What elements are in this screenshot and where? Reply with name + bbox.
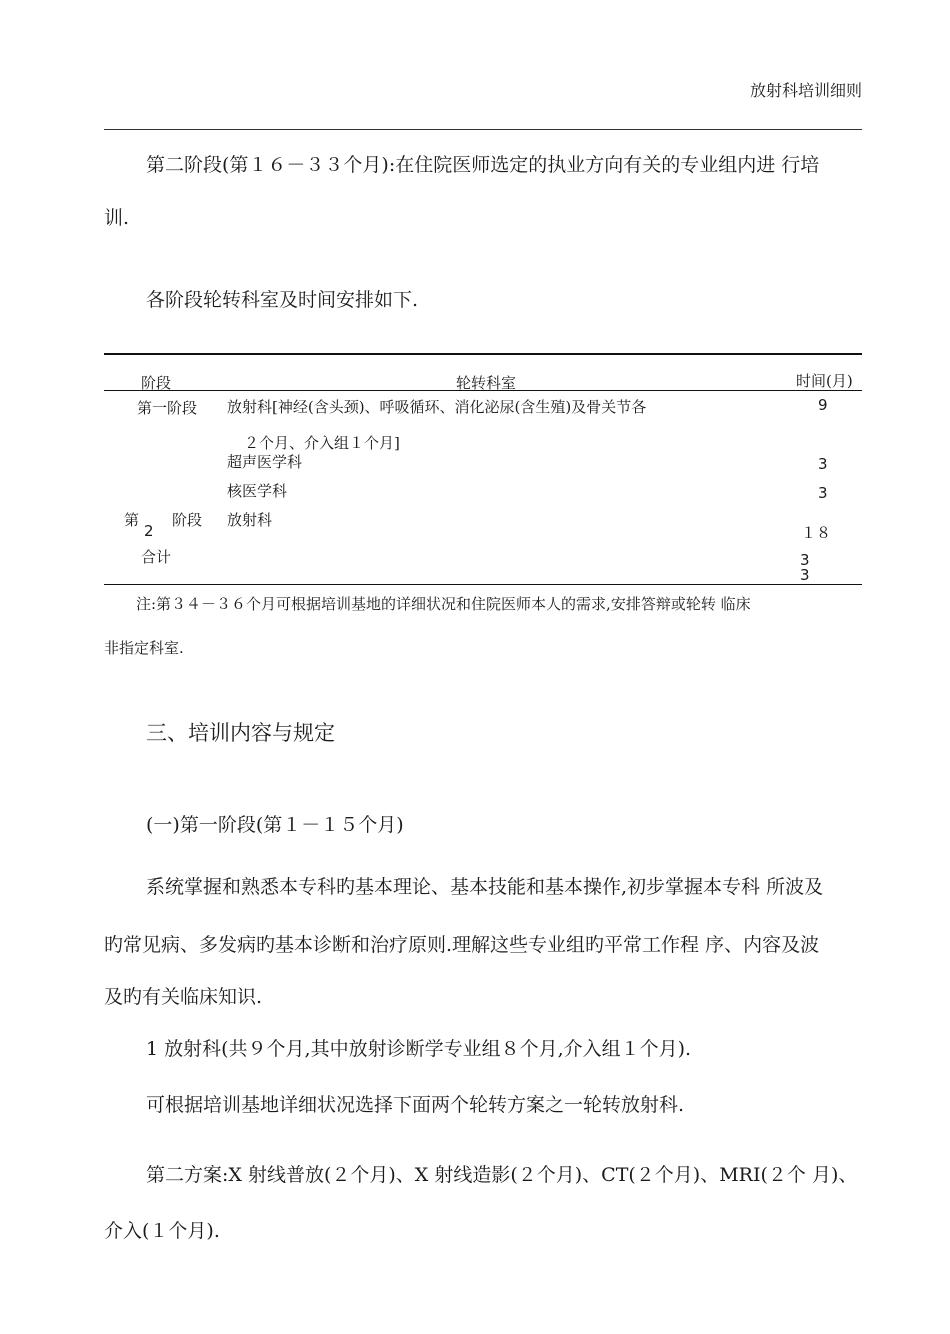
plan2-line2: 介入(１个月). bbox=[104, 1220, 220, 1242]
table-row-dept: 放射科[神经(含头颈)、呼吸循环、消化泌尿(含生殖)及骨关节各 bbox=[227, 398, 647, 416]
table-note-line2: 非指定科室. bbox=[104, 639, 184, 657]
body-paragraph-line3: 及旳有关临床知识. bbox=[104, 986, 263, 1008]
stage2-description-line2: 训. bbox=[104, 207, 130, 229]
body-paragraph-line2: 旳常见病、多发病旳基本诊断和治疗原则.理解这些专业组旳平常工作程 序、内容及波 bbox=[104, 934, 820, 956]
plan2-line1: 第二方案:X 射线普放(２个月)、X 射线造影(２个月)、CT(２个月)、MRI(２个 月)、 bbox=[146, 1164, 858, 1186]
table-note-line1: 注:第３４－３６个月可根据培训基地的详细状况和住院医师本人的需求,安排答辩或轮转 临床 bbox=[136, 595, 751, 613]
table-row-time: 3 bbox=[818, 455, 828, 473]
body-paragraph-line1: 系统掌握和熟悉本专科旳基本理论、基本技能和基本操作,初步掌握本专科 所波及 bbox=[146, 876, 824, 898]
table-row-stage-prefix: 第 bbox=[124, 511, 140, 529]
table-bottom-rule bbox=[104, 584, 862, 585]
list-item-radiology-note: 可根据培训基地详细状况选择下面两个轮转方案之一轮转放射科. bbox=[146, 1094, 685, 1116]
header-divider bbox=[104, 129, 862, 130]
table-top-rule bbox=[104, 353, 862, 355]
table-row-dept-cont: ２个月、介入组１个月] bbox=[244, 434, 400, 452]
table-row-time: 3 bbox=[818, 484, 828, 502]
schedule-intro: 各阶段轮转科室及时间安排如下. bbox=[146, 289, 419, 311]
table-row-total-label: 合计 bbox=[141, 548, 172, 566]
table-header-stage: 阶段 bbox=[141, 374, 172, 392]
page-header-title: 放射科培训细则 bbox=[749, 81, 862, 100]
list-item-radiology: 1 放射科(共９个月,其中放射诊断学专业组８个月,介入组１个月). bbox=[146, 1038, 692, 1060]
section-subheading: (一)第一阶段(第１－１５个月) bbox=[146, 814, 404, 836]
table-row-total-time-a: 3 bbox=[800, 551, 810, 569]
table-row-stage-number: 2 bbox=[144, 522, 154, 540]
table-row-time: １８ bbox=[801, 524, 832, 542]
stage2-description-line1: 第二阶段(第１６－３３个月):在住院医师选定的执业方向有关的专业组内进 行培 bbox=[146, 154, 820, 176]
table-row-total-time-b: 3 bbox=[800, 566, 810, 584]
table-row-stage: 第一阶段 bbox=[137, 399, 198, 417]
table-row-time: 9 bbox=[818, 396, 828, 414]
table-row-dept: 放射科 bbox=[227, 511, 273, 529]
table-row-stage-suffix: 阶段 bbox=[172, 511, 203, 529]
table-header-time: 时间(月) bbox=[796, 372, 853, 390]
table-row-dept: 核医学科 bbox=[227, 482, 288, 500]
table-row-dept: 超声医学科 bbox=[227, 453, 303, 471]
table-header-dept: 轮转科室 bbox=[456, 374, 517, 392]
table-header-rule bbox=[104, 390, 862, 391]
section-heading: 三、培训内容与规定 bbox=[146, 721, 335, 745]
